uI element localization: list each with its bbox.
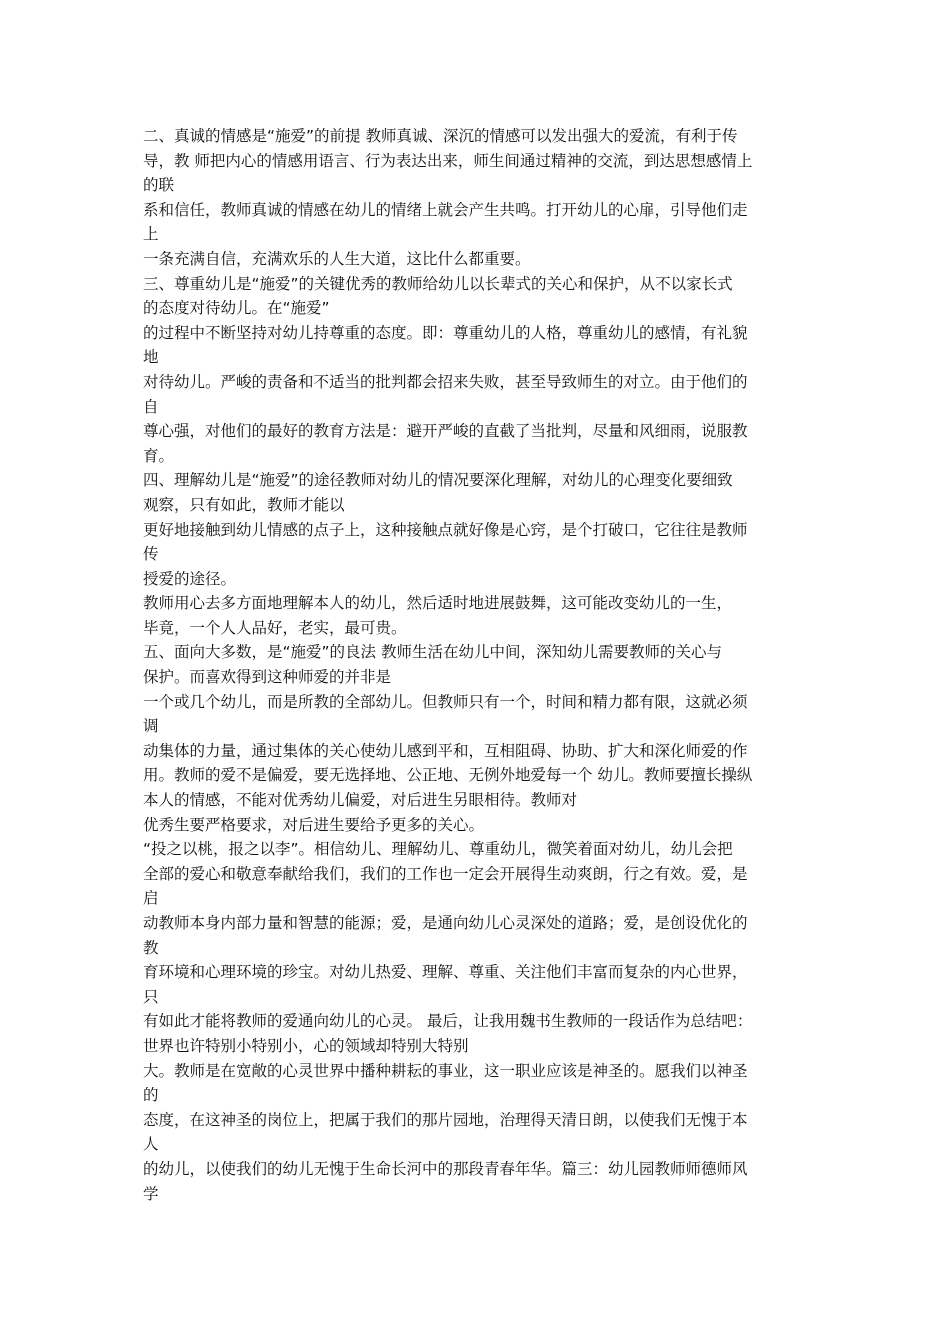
text-line: 全部的爱心和敬意奉献给我们，我们的工作也一定会开展得生动爽朗，行之有效。爱，是 <box>143 864 748 883</box>
text-line: 动教师本身内部力量和智慧的能源；爱，是通向幼儿心灵深处的道路；爱，是创设优化的 <box>143 914 748 932</box>
text-line: 上 <box>143 225 159 244</box>
text-line: 的联 <box>143 176 175 195</box>
document-body <box>143 124 813 1206</box>
text-line: 学 <box>143 1184 159 1203</box>
text-line: “投之以桃，报之以李”。相信幼儿、理解幼儿、尊重幼儿，微笑着面对幼儿，幼儿会把 <box>143 840 733 859</box>
text-line: 二、真诚的情感是“施爱”的前提 教师真诚、深沉的情感可以发出强大的爱流，有利于传 <box>143 127 738 145</box>
text-line: 一条充满自信，充满欢乐的人生大道，这比什么都重要。 <box>143 249 531 268</box>
text-line: 更好地接触到幼儿情感的点子上，这种接触点就好像是心窍，是个打破口，它往往是教师 <box>143 520 748 539</box>
text-line: 教师用心去多方面地理解本人的幼儿，然后适时地进展鼓舞，这可能改变幼儿的一生， <box>143 594 733 613</box>
text-line: 的过程中不断坚持对幼儿持尊重的态度。即：尊重幼儿的人格，尊重幼儿的感情，有礼貌 <box>143 323 748 342</box>
text-line: 启 <box>143 889 159 908</box>
text-line: 本人的情感，不能对优秀幼儿偏爱，对后进生另眼相待。教师对 <box>143 791 578 810</box>
text-line: 育环境和心理环境的珍宝。对幼儿热爱、理解、尊重、关注他们丰富而复杂的内心世界， <box>143 963 748 982</box>
text-line: 尊心强，对他们的最好的教育方法是：避开严峻的直截了当批判，尽量和风细雨，说服教 <box>143 422 748 441</box>
text-line: 调 <box>143 717 159 736</box>
text-line: 教 <box>143 938 159 957</box>
text-line: 人 <box>143 1135 159 1154</box>
text-line: 优秀生要严格要求，对后进生要给予更多的关心。 <box>143 815 485 834</box>
text-line: 用。教师的爱不是偏爱，要无选择地、公正地、无例外地爱每一个 幼儿。教师要擅长操纵 <box>143 766 753 785</box>
text-line: 世界也许特别小特别小，心的领域却特别大特别 <box>143 1036 469 1055</box>
text-line: 三、尊重幼儿是“施爱”的关键优秀的教师给幼儿以长辈式的关心和保护，从不以家长式 <box>143 274 733 293</box>
text-line: 五、面向大多数，是“施爱”的良法 教师生活在幼儿中间，深知幼儿需要教师的关心与 <box>143 643 722 662</box>
text-line: 自 <box>143 397 159 416</box>
text-line: 有如此才能将教师的爱通向幼儿的心灵。 最后，让我用魏书生教师的一段话作为总结吧： <box>143 1012 753 1031</box>
text-line: 态度，在这神圣的岗位上，把属于我们的那片园地，治理得天清日朗，以使我们无愧于本 <box>143 1110 748 1129</box>
text-line: 四、理解幼儿是“施爱”的途径教师对幼儿的情况要深化理解，对幼儿的心理变化要细致 <box>143 471 733 490</box>
text-line: 授爱的途径。 <box>143 569 237 588</box>
text-line: 育。 <box>143 446 175 465</box>
text-line: 大。教师是在宽敞的心灵世界中播种耕耘的事业，这一职业应该是神圣的。愿我们以神圣 <box>143 1061 748 1080</box>
text-line: 动集体的力量，通过集体的关心使幼儿感到平和，互相阻碍、协助、扩大和深化师爱的作 <box>143 741 748 760</box>
text-line: 的幼儿，以使我们的幼儿无愧于生命长河中的那段青春年华。篇三：幼儿园教师师德师风 <box>143 1159 748 1178</box>
text-line: 地 <box>143 348 159 367</box>
text-line: 对待幼儿。严峻的责备和不适当的批判都会招来失败，甚至导致师生的对立。由于他们的 <box>143 372 748 391</box>
text-line: 的态度对待幼儿。在“施爱” <box>143 299 330 318</box>
text-line: 传 <box>143 545 159 564</box>
text-line: 一个或几个幼儿，而是所教的全部幼儿。但教师只有一个，时间和精力都有限，这就必须 <box>143 692 748 711</box>
text-line: 只 <box>143 987 159 1006</box>
text-line: 观察，只有如此，教师才能以 <box>143 495 345 514</box>
text-line: 导，教 师把内心的情感用语言、行为表达出来，师生间通过精神的交流，到达思想感情上 <box>143 151 753 170</box>
text-line: 保护。而喜欢得到这种师爱的并非是 <box>143 668 392 687</box>
text-line: 毕竟，一个人人品好，老实，最可贵。 <box>143 618 407 637</box>
text-line: 的 <box>143 1086 159 1105</box>
text-line: 系和信任，教师真诚的情感在幼儿的情绪上就会产生共鸣。打开幼儿的心扉，引导他们走 <box>143 200 748 219</box>
